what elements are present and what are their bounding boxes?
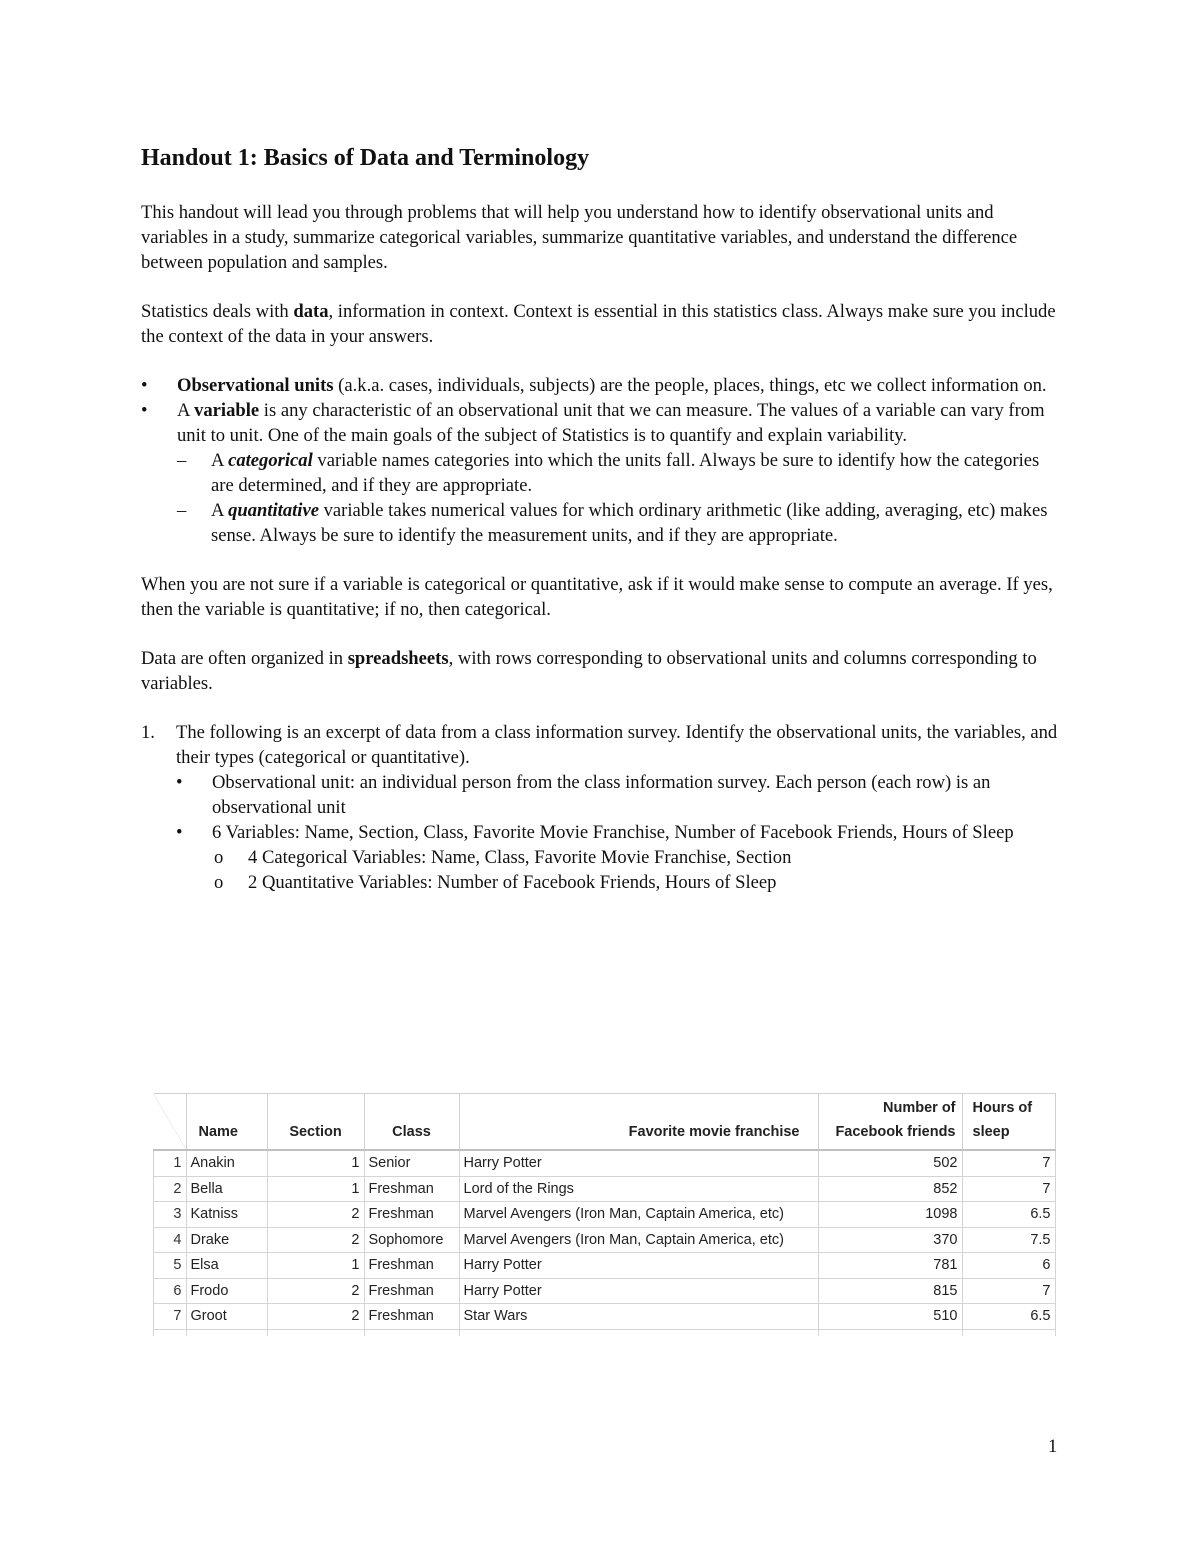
intro-paragraph: This handout will lead you through problems that will help you understand how to identify observational units and variables in a study, summarize categorical variables, summarize quantitative variables, and understand the difference between population and samples. — [141, 202, 1018, 273]
table-row — [154, 1253, 1056, 1279]
cell-hours-of-sleep: 6.5 — [962, 1304, 1055, 1330]
row-number: 3 — [154, 1202, 187, 1228]
statistics-paragraph — [141, 299, 1061, 349]
header-movie: Favorite movie franchise — [459, 1094, 818, 1151]
term-data: data — [293, 301, 329, 322]
cell-hours-of-sleep: 7 — [962, 1278, 1055, 1304]
page-number: 1 — [1048, 1436, 1058, 1457]
observational-units-text: (a.k.a. cases, individuals, subjects) are the people, places, things, etc we collect information on. — [333, 375, 1047, 396]
spreadsheet-text-before: Data are often organized in — [141, 648, 348, 669]
cell-section: 2 — [267, 1202, 364, 1228]
dash-icon: – — [177, 500, 187, 521]
table-row — [154, 1176, 1056, 1202]
table-row — [154, 1278, 1056, 1304]
cell-name: Frodo — [186, 1278, 267, 1304]
cell-hours-of-sleep: 7.5 — [962, 1227, 1055, 1253]
cell-name: Bella — [186, 1176, 267, 1202]
definition-categorical — [177, 448, 1061, 498]
table-row — [154, 1150, 1056, 1176]
table-cell-empty — [962, 1329, 1055, 1336]
cell-class: Freshman — [364, 1278, 459, 1304]
quantitative-text-before: A — [211, 500, 229, 521]
cell-section: 2 — [267, 1227, 364, 1253]
cell-name: Katniss — [186, 1202, 267, 1228]
table-corner — [154, 1094, 187, 1151]
bullet-icon: • — [141, 400, 148, 421]
row-number: 2 — [154, 1176, 187, 1202]
table-row — [154, 1227, 1056, 1253]
definition-observational-units — [141, 373, 1061, 398]
cell-movie: Lord of the Rings — [459, 1176, 818, 1202]
categorical-text-before: A — [211, 450, 229, 471]
answer-quantitative — [214, 870, 1061, 895]
unsure-paragraph: When you are not sure if a variable is categorical or quantitative, ask if it would make sense to compute an average. If yes, then the variable is quantitative; if no, then categorical. — [141, 574, 1053, 620]
table-cell-empty — [267, 1329, 364, 1336]
statistics-text-before: Statistics deals with — [141, 301, 294, 322]
definitions-list — [141, 373, 1061, 548]
page-title: Handout 1: Basics of Data and Terminology — [141, 145, 590, 171]
spreadsheet-paragraph — [141, 646, 1061, 696]
table-cell-empty — [818, 1329, 962, 1336]
cell-section: 1 — [267, 1150, 364, 1176]
bullet-icon: • — [141, 375, 148, 396]
cell-class: Sophomore — [364, 1227, 459, 1253]
page-content — [141, 143, 1061, 895]
table-row — [154, 1304, 1056, 1330]
table-cell-empty — [154, 1329, 187, 1336]
cell-class: Senior — [364, 1150, 459, 1176]
cell-hours-of-sleep: 7 — [962, 1150, 1055, 1176]
questions-list — [141, 720, 1061, 895]
circle-bullet-icon: o — [214, 847, 224, 868]
term-variable: variable — [194, 400, 260, 421]
row-number: 7 — [154, 1304, 187, 1330]
cell-name: Anakin — [186, 1150, 267, 1176]
answer-quant-text: 2 Quantitative Variables: Number of Facebook Friends, Hours of Sleep — [248, 872, 777, 893]
cell-facebook-friends: 781 — [818, 1253, 962, 1279]
cell-facebook-friends: 852 — [818, 1176, 962, 1202]
cell-hours-of-sleep: 7 — [962, 1176, 1055, 1202]
answer-observational-unit — [176, 770, 1061, 820]
cell-section: 1 — [267, 1176, 364, 1202]
variable-text-after: is any characteristic of an observational unit that we can measure. The values of a variable can vary from unit to unit. One of the main goals of the subject of Statistics is to quantify and explain variability. — [177, 400, 1045, 446]
cell-movie: Harry Potter — [459, 1253, 818, 1279]
categorical-text-after: variable names categories into which the units fall. Always be sure to identify how the categories are determined, and if they are appropriate. — [211, 450, 1040, 496]
cell-name: Drake — [186, 1227, 267, 1253]
quantitative-text-after: variable takes numerical values for which ordinary arithmetic (like adding, averaging, etc) makes sense. Always be sure to identify the measurement units, and if they are appropriate. — [211, 500, 1048, 546]
table-row — [154, 1202, 1056, 1228]
cell-movie: Harry Potter — [459, 1150, 818, 1176]
cell-movie: Marvel Avengers (Iron Man, Captain America, etc) — [459, 1202, 818, 1228]
cell-facebook-friends: 815 — [818, 1278, 962, 1304]
bullet-icon: • — [176, 772, 183, 793]
spreadsheet-text-after: , with rows corresponding to observational units and columns corresponding to variables. — [141, 648, 1037, 694]
cell-class: Freshman — [364, 1304, 459, 1330]
table-row-partial — [154, 1329, 1056, 1336]
cell-class: Freshman — [364, 1176, 459, 1202]
dash-icon: – — [177, 450, 187, 471]
answer-variable-types — [176, 845, 1061, 895]
cell-section: 2 — [267, 1304, 364, 1330]
table-cell-empty — [186, 1329, 267, 1336]
question-number: 1. — [141, 722, 155, 743]
cell-facebook-friends: 502 — [818, 1150, 962, 1176]
cell-class: Freshman — [364, 1202, 459, 1228]
cell-class: Freshman — [364, 1253, 459, 1279]
question-1 — [141, 720, 1061, 895]
header-hours-of-sleep: Hours of sleep — [962, 1094, 1055, 1151]
answer-vars-text: 6 Variables: Name, Section, Class, Favorite Movie Franchise, Number of Facebook Friends, Hours of Sleep — [212, 822, 1014, 843]
variable-text-before: A — [177, 400, 195, 421]
term-categorical: categorical — [228, 450, 313, 471]
cell-facebook-friends: 370 — [818, 1227, 962, 1253]
table-header-row — [154, 1094, 1056, 1151]
answer-unit-text: Observational unit: an individual person from the class information survey. Each person (each row) is an observational unit — [212, 772, 991, 818]
survey-table — [153, 1093, 1056, 1336]
question-text: The following is an excerpt of data from a class information survey. Identify the observational units, the variables, and their types (categorical or quantitative). — [176, 722, 1058, 768]
statistics-text-after: , information in context. Context is essential in this statistics class. Always make sure you include the context of the data in your answers. — [141, 301, 1056, 347]
term-observational-units: Observational units — [177, 375, 334, 396]
row-number: 5 — [154, 1253, 187, 1279]
cell-name: Groot — [186, 1304, 267, 1330]
circle-bullet-icon: o — [214, 872, 224, 893]
header-section: Section — [267, 1094, 364, 1151]
cell-hours-of-sleep: 6.5 — [962, 1202, 1055, 1228]
variable-types-list — [177, 448, 1061, 548]
table-cell-empty — [364, 1329, 459, 1336]
definition-quantitative — [177, 498, 1061, 548]
cell-movie: Harry Potter — [459, 1278, 818, 1304]
row-number: 4 — [154, 1227, 187, 1253]
row-number: 1 — [154, 1150, 187, 1176]
cell-facebook-friends: 1098 — [818, 1202, 962, 1228]
cell-hours-of-sleep: 6 — [962, 1253, 1055, 1279]
term-spreadsheets: spreadsheets — [347, 648, 449, 669]
table-cell-empty — [459, 1329, 818, 1336]
table-body — [154, 1150, 1056, 1336]
cell-facebook-friends: 510 — [818, 1304, 962, 1330]
bullet-icon: • — [176, 822, 183, 843]
cell-movie: Marvel Avengers (Iron Man, Captain America, etc) — [459, 1227, 818, 1253]
answer-categorical — [214, 845, 1061, 870]
header-name: Name — [186, 1094, 267, 1151]
survey-spreadsheet — [153, 1093, 1056, 1336]
row-number: 6 — [154, 1278, 187, 1304]
cell-name: Elsa — [186, 1253, 267, 1279]
header-class: Class — [364, 1094, 459, 1151]
answer-list — [176, 770, 1061, 845]
cell-section: 1 — [267, 1253, 364, 1279]
header-facebook-friends: Number of Facebook friends — [818, 1094, 962, 1151]
definition-variable — [141, 398, 1061, 548]
term-quantitative: quantitative — [228, 500, 319, 521]
answer-cat-text: 4 Categorical Variables: Name, Class, Favorite Movie Franchise, Section — [248, 847, 792, 868]
cell-movie: Star Wars — [459, 1304, 818, 1330]
cell-section: 2 — [267, 1278, 364, 1304]
answer-variables — [176, 820, 1061, 845]
